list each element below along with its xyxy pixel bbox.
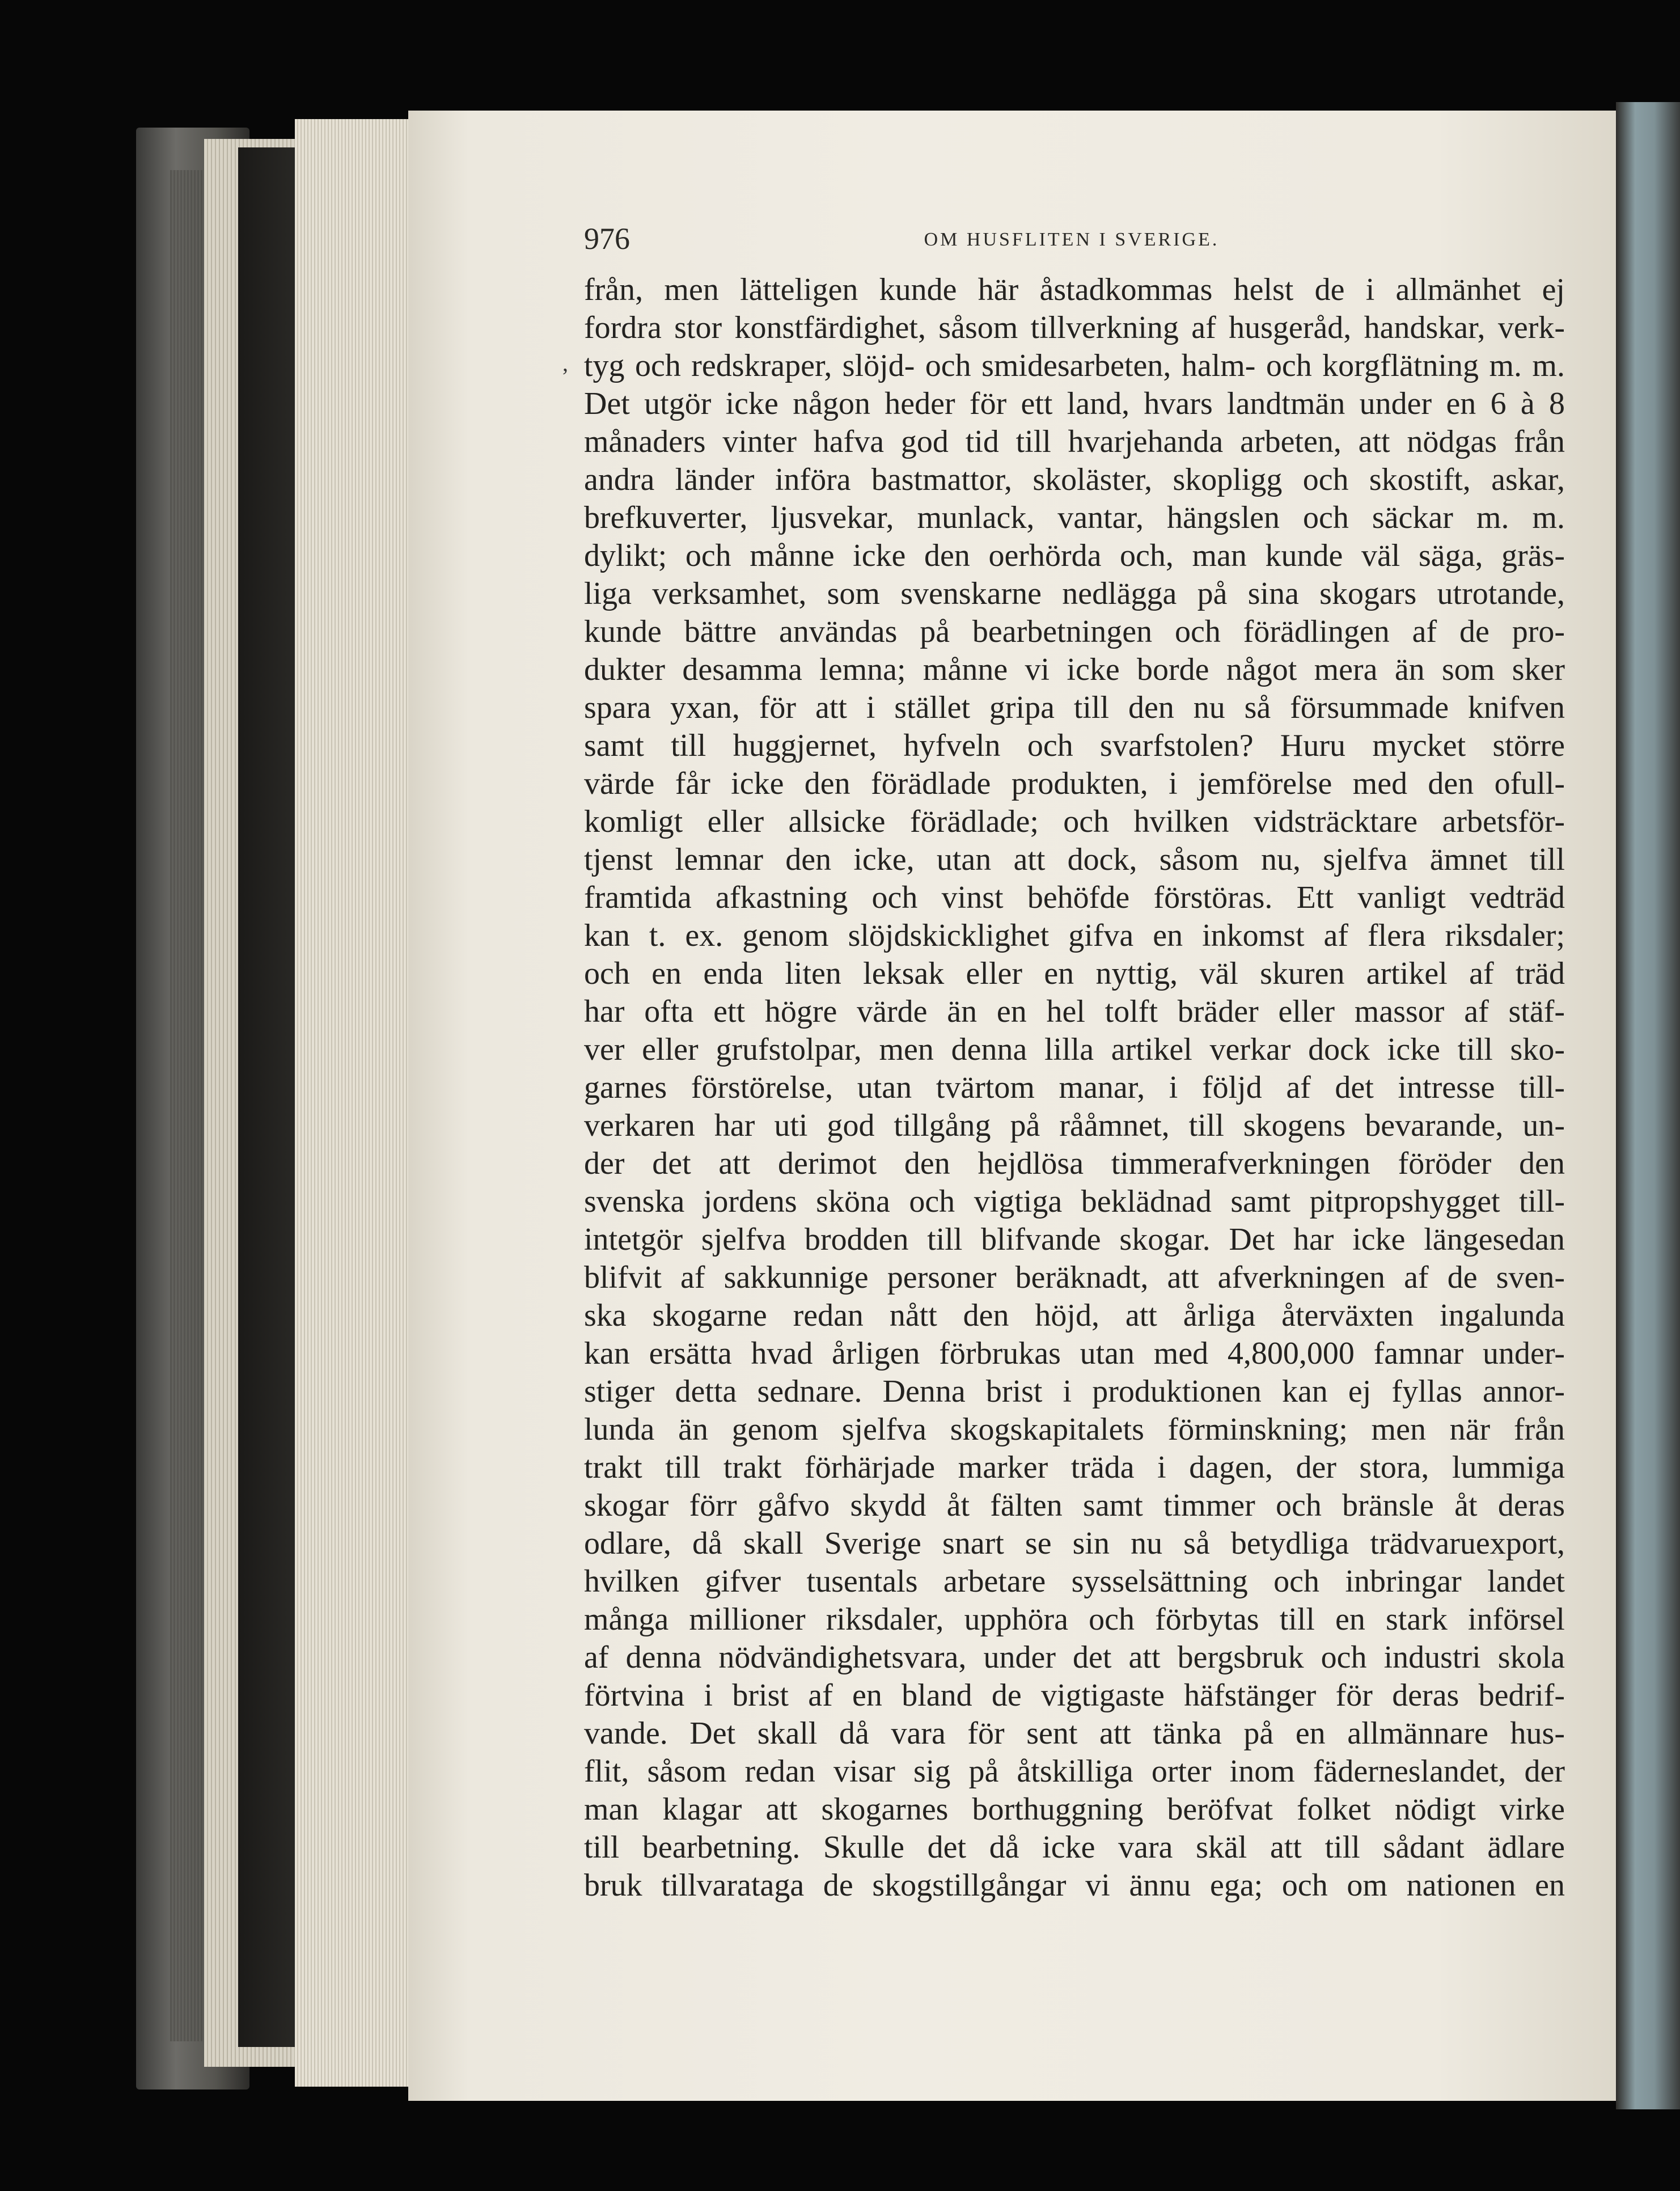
text-line: liga verksamhet, som svenskarne nedlägga på sina skogars utrotande, bbox=[584, 576, 1565, 611]
running-head-title: OM HUSFLITEN I SVERIGE. bbox=[924, 229, 1220, 250]
text-line: Det utgör icke någon heder för ett land, hvars landtmän under en 6 à 8 bbox=[584, 386, 1565, 421]
text-line: garnes förstörelse, utan tvärtom manar, i följd af det intresse till- bbox=[584, 1070, 1565, 1105]
text-line: spara yxan, för att i stället gripa till den nu så försummade knifven bbox=[584, 690, 1565, 725]
text-line: man klagar att skogarnes borthuggning beröfvat folket nödigt virke bbox=[584, 1792, 1565, 1827]
page-number: 976 bbox=[584, 222, 630, 256]
running-head bbox=[573, 221, 1571, 261]
text-line: många millioner riksdaler, upphöra och förbytas till en stark införsel bbox=[584, 1602, 1565, 1637]
text-line: odlare, då skall Sverige snart se sin nu så betydliga trädvaruexport, bbox=[584, 1526, 1565, 1561]
text-line: framtida afkastning och vinst behöfde förstöras. Ett vanligt vedträd bbox=[584, 880, 1565, 915]
text-line: dylikt; och månne icke den oerhörda och, man kunde väl säga, gräs- bbox=[584, 538, 1565, 573]
text-line: der det att derimot den hejdlösa timmerafverkningen föröder den bbox=[584, 1146, 1565, 1181]
text-line: fordra stor konstfärdighet, såsom tillverkning af husgeråd, handskar, verk- bbox=[584, 310, 1565, 345]
text-line: värde får icke den förädlade produkten, i jemförelse med den ofull- bbox=[584, 766, 1565, 801]
text-line: flit, såsom redan visar sig på åtskilliga orter inom fäderneslandet, der bbox=[584, 1754, 1565, 1789]
text-line: har ofta ett högre värde än en hel tolft bräder eller massor af stäf- bbox=[584, 994, 1565, 1029]
text-line: verkaren har uti god tillgång på rååmnet, till skogens bevarande, un- bbox=[584, 1108, 1565, 1143]
text-line: tjenst lemnar den icke, utan att dock, såsom nu, sjelfva ämnet till bbox=[584, 842, 1565, 877]
text-line: dukter desamma lemna; månne vi icke borde något mera än som sker bbox=[584, 652, 1565, 687]
text-line: komligt eller allsicke förädlade; och hvilken vidsträcktare arbetsför- bbox=[584, 804, 1565, 839]
text-line: kunde bättre användas på bearbetningen och förädlingen af de pro- bbox=[584, 614, 1565, 649]
text-line: skogar förr gåfvo skydd åt fälten samt timmer och bränsle åt deras bbox=[584, 1488, 1565, 1523]
text-line: månaders vinter hafva god tid till hvarjehanda arbeten, att nödgas från bbox=[584, 424, 1565, 459]
page-edges-inner bbox=[295, 119, 420, 2087]
text-line: trakt till trakt förhärjade marker träda i dagen, der stora, lummiga bbox=[584, 1450, 1565, 1485]
text-line: lunda än genom sjelfva skogskapitalets förminskning; men när från bbox=[584, 1412, 1565, 1447]
text-line: ver eller grufstolpar, men denna lilla artikel verkar dock icke till sko- bbox=[584, 1032, 1565, 1067]
text-line: af denna nödvändighetsvara, under det att bergsbruk och industri skola bbox=[584, 1640, 1565, 1675]
text-line: kan ersätta hvad årligen förbrukas utan med 4,800,000 famnar under- bbox=[584, 1336, 1565, 1371]
text-line: samt till huggjernet, hyfveln och svarfstolen? Huru mycket större bbox=[584, 728, 1565, 763]
text-line: kan t. ex. genom slöjdskicklighet gifva en inkomst af flera riksdaler; bbox=[584, 918, 1565, 953]
text-line: brefkuverter, ljusvekar, munlack, vantar, hängslen och säckar m. m. bbox=[584, 500, 1565, 535]
text-line: andra länder införa bastmattor, skoläster, skopligg och skostift, askar, bbox=[584, 462, 1565, 497]
text-line: bruk tillvarataga de skogstillgångar vi ännu ega; och om nationen en bbox=[584, 1868, 1565, 1903]
book-spine-right bbox=[1616, 102, 1680, 2109]
text-line: ska skogarne redan nått den höjd, att årliga återväxten ingalunda bbox=[584, 1298, 1565, 1333]
text-line: intetgör sjelfva brodden till blifvande skogar. Det har icke längesedan bbox=[584, 1222, 1565, 1257]
text-line: blifvit af sakkunnige personer beräknadt, att afverkningen af de sven- bbox=[584, 1260, 1565, 1295]
margin-mark: ʼ bbox=[561, 363, 569, 389]
text-line: till bearbetning. Skulle det då icke vara skäl att till sådant ädlare bbox=[584, 1830, 1565, 1865]
text-line: svenska jordens sköna och vigtiga beklädnad samt pitpropshygget till- bbox=[584, 1184, 1565, 1219]
text-line: stiger detta sednare. Denna brist i produktionen kan ej fyllas annor- bbox=[584, 1374, 1565, 1409]
page-edges-shadow bbox=[238, 147, 301, 2047]
text-line: hvilken gifver tusentals arbetare sysselsättning och inbringar landet bbox=[584, 1564, 1565, 1599]
text-line: tyg och redskraper, slöjd- och smidesarbeten, halm- och korgflätning m. m. bbox=[584, 348, 1565, 383]
text-line: vande. Det skall då vara för sent att tänka på en allmännare hus- bbox=[584, 1716, 1565, 1751]
text-line: och en enda liten leksak eller en nyttig, väl skuren artikel af träd bbox=[584, 956, 1565, 991]
text-line: förtvina i brist af en bland de vigtigaste häfstänger för deras bedrif- bbox=[584, 1678, 1565, 1713]
text-line: från, men lätteligen kunde här åstadkommas helst de i allmänhet ej bbox=[584, 272, 1565, 307]
body-text bbox=[584, 271, 1565, 1905]
